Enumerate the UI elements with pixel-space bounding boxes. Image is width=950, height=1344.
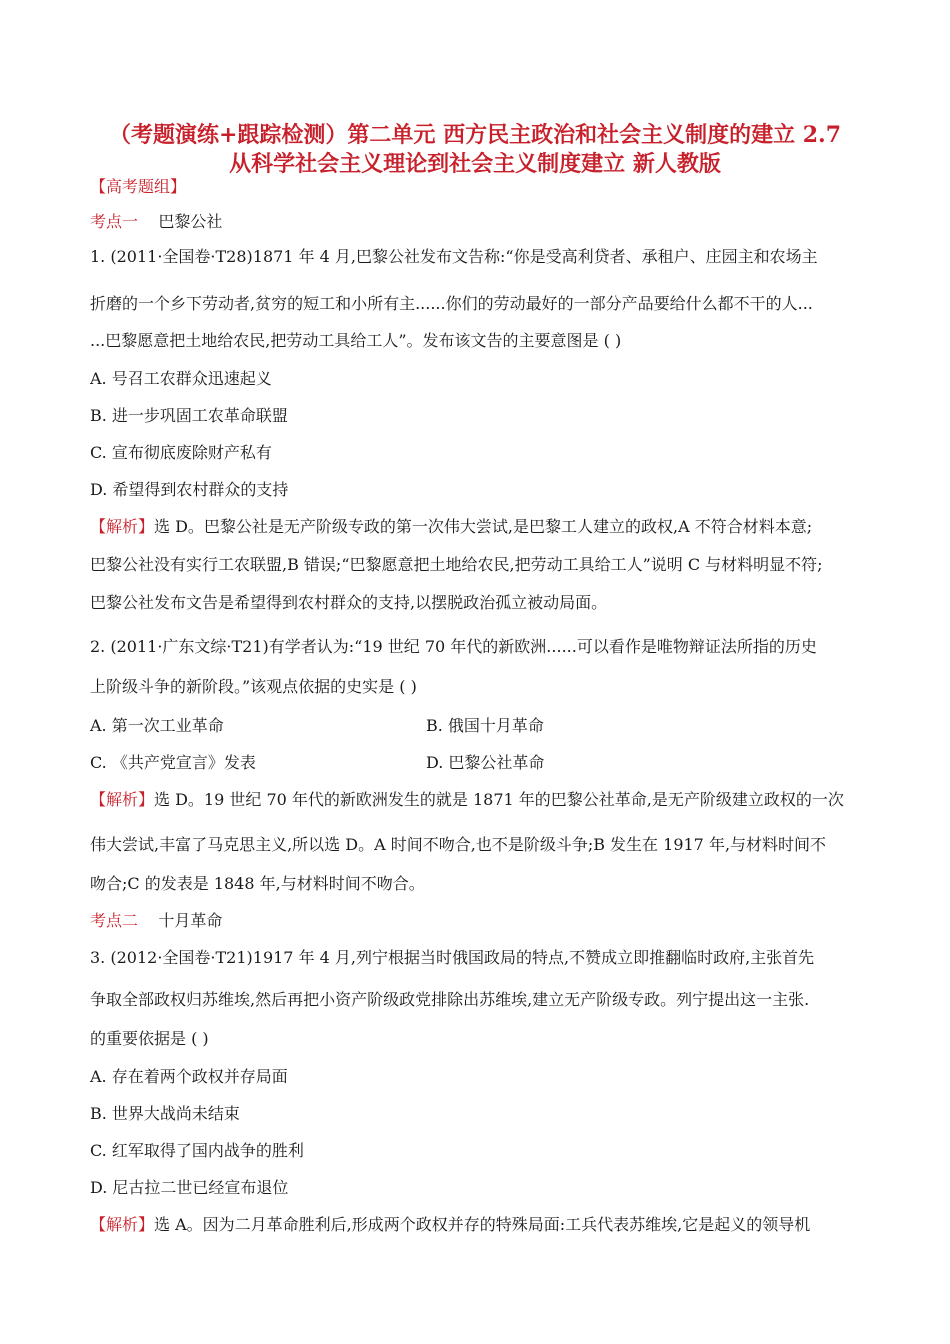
q2-option-a: A. 第一次工业革命 bbox=[90, 716, 224, 735]
q2-option-c: C. 《共产党宣言》发表 bbox=[90, 753, 256, 772]
q2-options-row-1 bbox=[90, 715, 544, 737]
point-1-label: 考点一 bbox=[90, 212, 139, 231]
q2-analysis-line-1 bbox=[90, 789, 844, 811]
group-label: 【高考题组】 bbox=[90, 177, 187, 196]
point-2-heading bbox=[90, 910, 222, 932]
q1-option-c: C. 宣布彻底废除财产私有 bbox=[90, 443, 272, 462]
q3-option-c: C. 红军取得了国内战争的胜利 bbox=[90, 1141, 304, 1160]
q3-option-d: D. 尼古拉二世已经宣布退位 bbox=[90, 1178, 289, 1197]
q2-stem-line-2: 上阶级斗争的新阶段。”该观点依据的史实是 ( ) bbox=[90, 677, 417, 696]
q1-analysis-text-1: 选 D。巴黎公社是无产阶级专政的第一次伟大尝试,是巴黎工人建立的政权,A 不符合材料本意; bbox=[154, 517, 813, 536]
q2-option-d: D. 巴黎公社革命 bbox=[426, 753, 545, 772]
point-1-heading bbox=[90, 211, 222, 233]
document-title bbox=[0, 121, 950, 179]
q1-analysis-line-2: 巴黎公社没有实行工农联盟,B 错误;“巴黎愿意把土地给农民,把劳动工具给工人”说明 C 与材料明显不符; bbox=[90, 555, 823, 574]
point-2-name: 十月革命 bbox=[158, 911, 223, 930]
q3-stem-line-3: 的重要依据是 ( ) bbox=[90, 1029, 209, 1048]
point-2-label: 考点二 bbox=[90, 911, 139, 930]
q2-stem-line-1: 2. (2011·广东文综·T21)有学者认为:“19 世纪 70 年代的新欧洲......可以看作是唯物辩证法所指的历史 bbox=[90, 637, 817, 656]
q2-analysis-line-3: 吻合;C 的发表是 1848 年,与材料时间不吻合。 bbox=[90, 874, 425, 893]
q2-analysis-line-2: 伟大尝试,丰富了马克思主义,所以选 D。A 时间不吻合,也不是阶级斗争;B 发生在 1917 年,与材料时间不 bbox=[90, 835, 827, 854]
q3-analysis-tag: 【解析】 bbox=[90, 1215, 155, 1234]
q2-analysis-text-1: 选 D。19 世纪 70 年代的新欧洲发生的就是 1871 年的巴黎公社革命,是无产阶级建立政权的一次 bbox=[154, 790, 844, 809]
q3-option-a: A. 存在着两个政权并存局面 bbox=[90, 1067, 288, 1086]
q3-stem-line-2: 争取全部政权归苏维埃,然后再把小资产阶级政党排除出苏维埃,建立无产阶级专政。列宁提出这一主张. bbox=[90, 990, 810, 1009]
q3-analysis-line-1 bbox=[90, 1214, 810, 1236]
q3-option-b: B. 世界大战尚未结束 bbox=[90, 1104, 240, 1123]
q2-analysis-tag: 【解析】 bbox=[90, 790, 155, 809]
q1-option-b: B. 进一步巩固工农革命联盟 bbox=[90, 406, 288, 425]
q1-stem-line-2: 折磨的一个乡下劳动者,贫穷的短工和小所有主......你们的劳动最好的一部分产品要给什么都不干的人... bbox=[90, 294, 813, 313]
q1-option-d: D. 希望得到农村群众的支持 bbox=[90, 480, 289, 499]
title-line-2: 从科学社会主义理论到社会主义制度建立 新人教版 bbox=[229, 151, 721, 177]
q1-analysis-line-1 bbox=[90, 516, 812, 538]
point-1-name: 巴黎公社 bbox=[158, 212, 223, 231]
q1-analysis-line-3: 巴黎公社发布文告是希望得到农村群众的支持,以摆脱政治孤立被动局面。 bbox=[90, 593, 608, 612]
q1-stem-line-3: ...巴黎愿意把土地给农民,把劳动工具给工人”。发布该文告的主要意图是 ( ) bbox=[90, 331, 622, 350]
q1-stem-line-1: 1. (2011·全国卷·T28)1871 年 4 月,巴黎公社发布文告称:“你是受高利贷者、承租户、庄园主和农场主 bbox=[90, 247, 818, 266]
q3-stem-line-1: 3. (2012·全国卷·T21)1917 年 4 月,列宁根据当时俄国政局的特点,不赞成立即推翻临时政府,主张首先 bbox=[90, 948, 815, 967]
q2-options-row-2 bbox=[90, 752, 545, 774]
q1-analysis-tag: 【解析】 bbox=[90, 517, 155, 536]
q2-option-b: B. 俄国十月革命 bbox=[426, 716, 544, 735]
q1-option-a: A. 号召工农群众迅速起义 bbox=[90, 369, 272, 388]
title-line-1: （考题演练+跟踪检测）第二单元 西方民主政治和社会主义制度的建立 2.7 bbox=[108, 122, 842, 148]
q3-analysis-text-1: 选 A。因为二月革命胜利后,形成两个政权并存的特殊局面:工兵代表苏维埃,它是起义的领导机 bbox=[154, 1215, 811, 1234]
